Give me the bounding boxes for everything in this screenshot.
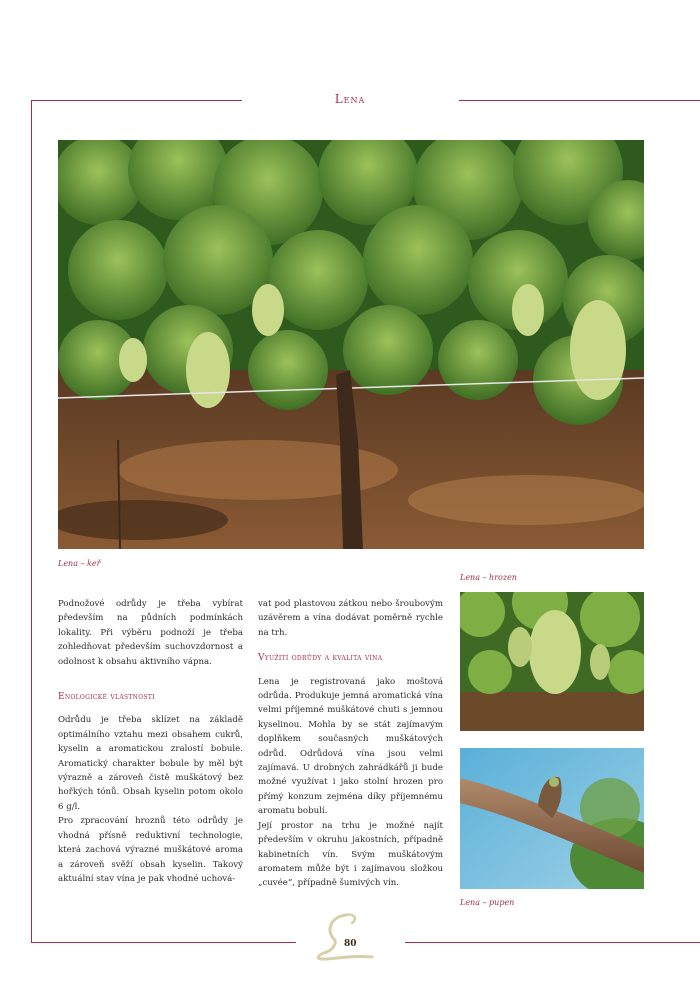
grape-cluster-photo [460, 592, 644, 731]
paragraph-rootstocks: Podnožové odrůdy je třeba vybírat především na půdních podmínkách lokality. Při výběru podnoží je třeba zohledňovat především suchovzdornost a odolnost k obsahu aktivního vápna. [58, 599, 243, 667]
frame-bottom-right [405, 942, 700, 943]
letter-l-ornament-icon [312, 911, 378, 963]
paragraph-storage: vat pod plastovou zátkou nebo šroubovým uzávěrem a vína dodávat poměrně rychle na trh. [258, 599, 443, 638]
vineyard-photo [58, 140, 644, 549]
grape-cluster-image [460, 592, 644, 731]
bud-caption: Lena – pupen [460, 898, 515, 907]
vineyard-caption: Lena – keř [58, 559, 101, 568]
bud-photo [460, 748, 644, 889]
text-column-right [258, 597, 443, 891]
page-number: 80 [344, 939, 357, 949]
paragraph-processing: Pro zpracování hroznů této odrůdy je vhodná přísně reduktivní technologie, která zachová výrazné muškátové aroma a zároveň svěží obsah kyselin. Takový aktuální stav vína je pak vhodné uchová- [58, 816, 243, 884]
paragraph-registration: Lena je registrovaná jako moštová odrůda. Produkuje jemná aromatická vína velmi příjemné muškátové chuti s jemnou kyselinou. Mohla by se stát zajímavým doplňkem současných muškátových odrůd. Odrůdová vína jsou velmi zajímavá. U drobných zahrádkářů ji bude možné využívat i jako stolní hrozen pro přímý konzum zejména díky příjemnému aromatu bobulí. [258, 676, 443, 817]
paragraph-harvest: Odrůdu je třeba sklízet na základě optimálního vztahu mezi obsahem cukrů, kyselin a aromatickou zralostí bobule. Aromatický charakter bobule by měl být výrazně a zároveň čistě muškátový bez hořkých tónů. Obsah kyselin potom okolo 6 g/l. [58, 715, 243, 812]
vineyard-image [58, 140, 644, 549]
heading-usage-and-quality: Využití odrůdy a kvalita vína [258, 653, 383, 664]
frame-left [31, 100, 32, 943]
paragraph-market: Její prostor na trhu je možné najít především v okruhu jakostních, případně kabinetních vín. Svým muškátovým aromatem může být i zajímavou složkou „cuvée“, případně šumivých vín. [258, 820, 443, 889]
frame-bottom-left [31, 942, 296, 943]
page-title: Lena [334, 92, 366, 106]
bud-image [460, 748, 644, 889]
text-column-left [58, 597, 243, 886]
heading-enological-properties: Enologické vlastnosti [58, 692, 155, 703]
cluster-caption: Lena – hrozen [460, 573, 517, 582]
